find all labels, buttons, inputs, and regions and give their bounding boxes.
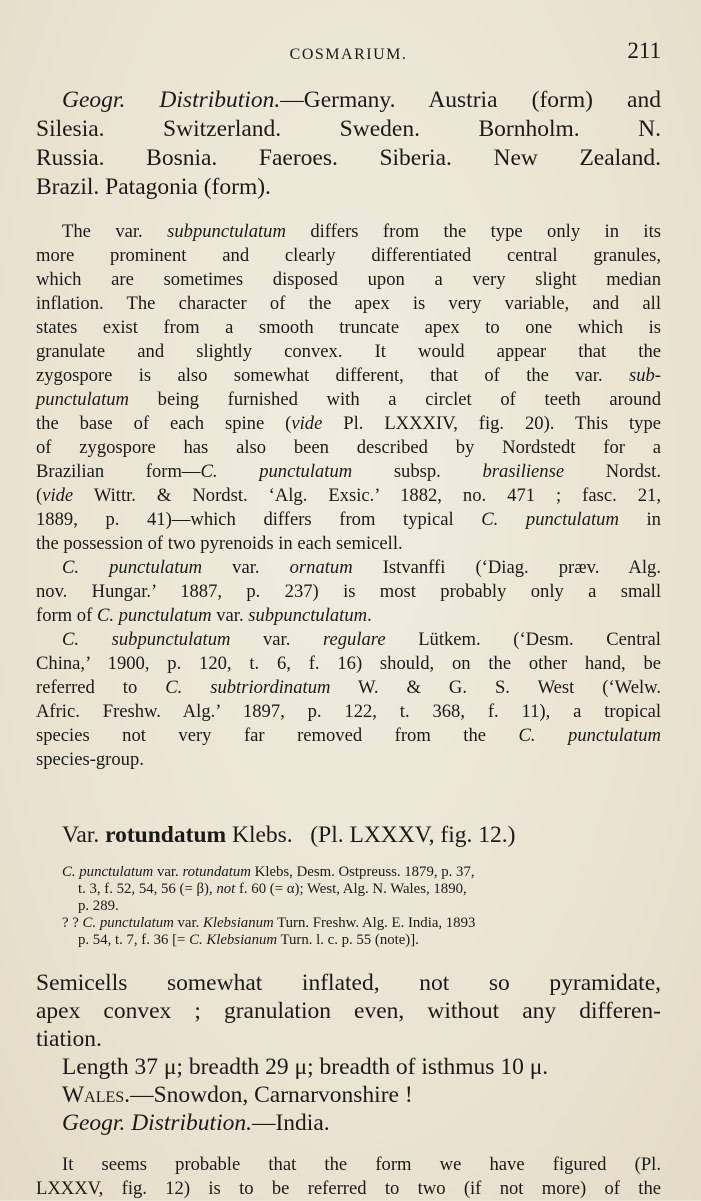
text-segment: inflation. The character of the apex is very variable, and all [36, 293, 661, 314]
text-segment: var. [173, 915, 203, 931]
italic-text: punctulatum [36, 389, 129, 410]
text-segment: Turn. Freshw. Alg. E. India, 1893 [273, 915, 476, 931]
text-segment: Afric. Freshw. Alg.’ 1897, p. 122, t. 368, f. 11), a tropical [36, 701, 661, 722]
italic-text: C. punctulatum [518, 725, 661, 746]
italic-text: sub- [628, 365, 661, 386]
italic-text: Klebsianum [202, 915, 274, 931]
italic-text: C. punctulatum [62, 557, 203, 578]
running-title: COSMARIUM. [289, 46, 408, 63]
paragraph-line [36, 628, 661, 652]
synonym-line [36, 881, 661, 898]
text-segment: Klebs, Desm. Ostpreuss. 1879, p. 37, [250, 864, 475, 880]
paragraph-ornatum [36, 556, 661, 628]
text-segment: p. 54, t. 7, f. 36 [= [78, 932, 190, 948]
text-segment: being furnished with a circlet of teeth around [128, 389, 661, 410]
paragraph-line [36, 700, 661, 724]
description-line: tiation. [36, 1026, 102, 1052]
text-segment: var. [153, 864, 183, 880]
text-segment: referred to [36, 677, 166, 698]
synonym-line [36, 915, 661, 932]
text-segment: the base of each spine ( [36, 413, 292, 434]
running-head [36, 38, 661, 68]
italic-text: C. punctulatum [62, 864, 154, 880]
text-segment: ( [36, 485, 43, 506]
italic-text: subpunctulatum [248, 605, 368, 626]
measurements: Length 37 μ; breadth 29 μ; breadth of isthmus 10 μ. [62, 1054, 549, 1080]
italic-text: C. subtriordinatum [165, 677, 331, 698]
italic-text: C. punctulatum [481, 509, 619, 530]
text-segment: in [618, 509, 661, 530]
paragraph-line [36, 748, 661, 772]
text-segment: . [367, 605, 372, 626]
variety-description [36, 969, 661, 1137]
paragraph-line [36, 676, 661, 700]
paragraph-line [36, 652, 661, 676]
text-segment: 1889, p. 41)—which differs from typical [36, 509, 482, 530]
paragraph-line [36, 340, 661, 364]
text-segment: ? ? [62, 915, 83, 931]
italic-text: regulare [322, 629, 386, 650]
paragraph-line [36, 508, 661, 532]
italic-text: vide [42, 485, 74, 506]
paragraph-line [36, 556, 661, 580]
italic-text: rotundatum [182, 864, 251, 880]
closing-paragraph [36, 1153, 661, 1201]
description-line: apex convex ; granulation even, without any differen- [36, 998, 661, 1024]
text-segment: Brazilian form— [36, 461, 201, 482]
variety-distribution: Geogr. Distribution.—India. [62, 1110, 330, 1136]
text-segment: p. 289. [78, 898, 119, 914]
text-segment: The var. [62, 221, 168, 242]
paragraph-line [36, 604, 661, 628]
page-content [36, 86, 661, 1201]
text-segment: form of [36, 605, 97, 626]
text-segment: var. [202, 557, 290, 578]
distribution-line: Brazil. Patagonia (form). [36, 174, 271, 200]
italic-text: C. subpunctulatum [62, 629, 231, 650]
italic-text: not [216, 881, 236, 897]
text-segment: Nordst. [564, 461, 661, 482]
text-segment: subsp. [352, 461, 483, 482]
italic-text: C. punctulatum [96, 605, 212, 626]
text-segment: var. [230, 629, 323, 650]
paragraph-line [36, 724, 661, 748]
text-segment: differs from the type only in its [285, 221, 661, 242]
paragraph-line [36, 244, 661, 268]
text-segment: Lütkem. (‘Desm. Central [385, 629, 661, 650]
italic-text: C. punctulatum [82, 915, 174, 931]
synonym-line [36, 898, 661, 915]
synonym-line [36, 932, 661, 949]
text-segment: of zygospore has also been described by Nordstedt for a [36, 437, 661, 458]
text-segment: zygospore is also somewhat different, that of the var. [36, 365, 629, 386]
paragraph-line [36, 460, 661, 484]
text-segment: Wittr. & Nordst. ‘Alg. Exsic.’ 1882, no. 471 ; fasc. 21, [73, 485, 661, 506]
distribution-label: Geogr. Distribution. [62, 87, 281, 113]
text-segment: var. [211, 605, 249, 626]
text-segment: states exist from a smooth truncate apex to one which is [36, 317, 661, 338]
closing-line: LXXXV, fig. 12) is to be referred to two (if not more) of the [36, 1178, 661, 1199]
closing-line: It seems probable that the form we have figured (Pl. [62, 1154, 661, 1175]
italic-text: C. Klebsianum [189, 932, 278, 948]
paragraph-line [36, 268, 661, 292]
italic-text: subpunctulatum [167, 221, 286, 242]
text-segment: f. 60 (= α); West, Alg. N. Wales, 1890, [235, 881, 467, 897]
paragraph-line [36, 220, 661, 244]
text-segment: species not very far removed from the [36, 725, 519, 746]
text-segment: granulate and slightly convex. It would appear that the [36, 341, 661, 362]
paragraph-line [36, 436, 661, 460]
distribution-paragraph [36, 86, 661, 202]
variety-plate: (Pl. LXXXV, fig. 12.) [310, 822, 516, 848]
paragraph-line [36, 412, 661, 436]
italic-text: ornatum [289, 557, 353, 578]
paragraph-line [36, 484, 661, 508]
distribution-line: Russia. Bosnia. Faeroes. Siberia. New Zealand. [36, 145, 661, 171]
text-segment: Pl. LXXXIV, fig. 20). This type [322, 413, 662, 434]
text-segment: W. & G. S. West (‘Welw. [330, 677, 661, 698]
italic-text: brasiliense [482, 461, 565, 482]
paragraph-line [36, 292, 661, 316]
variety-heading: Var. rotundatum Klebs. (Pl. LXXXV, fig. 12.) [62, 822, 516, 848]
paragraph-line [36, 316, 661, 340]
text-segment: Turn. l. c. p. 55 (note)]. [277, 932, 419, 948]
page-number: 211 [627, 38, 661, 63]
distribution-line: Silesia. Switzerland. Sweden. Bornholm. N. [36, 116, 661, 142]
paragraph-line [36, 532, 661, 556]
paragraph-line [36, 388, 661, 412]
synonymy [36, 864, 661, 949]
paragraph-regulare [36, 628, 661, 772]
italic-text: vide [291, 413, 323, 434]
text-segment: the possession of two pyrenoids in each semicell. [36, 533, 403, 554]
description-line: Semicells somewhat inflated, not so pyramidate, [36, 970, 661, 996]
text-segment: more prominent and clearly differentiated central granules, [36, 245, 661, 266]
paragraph-line [36, 364, 661, 388]
distribution-line: Geogr. Distribution.—Germany. Austria (form) and [62, 87, 661, 113]
italic-text: C. punctulatum [200, 461, 353, 482]
text-segment: China,’ 1900, p. 120, t. 6, f. 16) should, on the other hand, be [36, 653, 661, 674]
text-segment: which are sometimes disposed upon a very slight median [36, 269, 661, 290]
variety-name: rotundatum [105, 822, 227, 848]
paragraph-subpunctulatum [36, 220, 661, 556]
text-segment: t. 3, f. 52, 54, 56 (= β), [78, 881, 217, 897]
text-segment: nov. Hungar.’ 1887, p. 237) is most probably only a small [36, 581, 661, 602]
synonym-line [36, 864, 661, 881]
locality: Wales.—Snowdon, Carnarvonshire ! [62, 1082, 413, 1108]
text-segment: Istvanffi (‘Diag. præv. Alg. [352, 557, 661, 578]
text-segment: species-group. [36, 749, 144, 770]
paragraph-line [36, 580, 661, 604]
